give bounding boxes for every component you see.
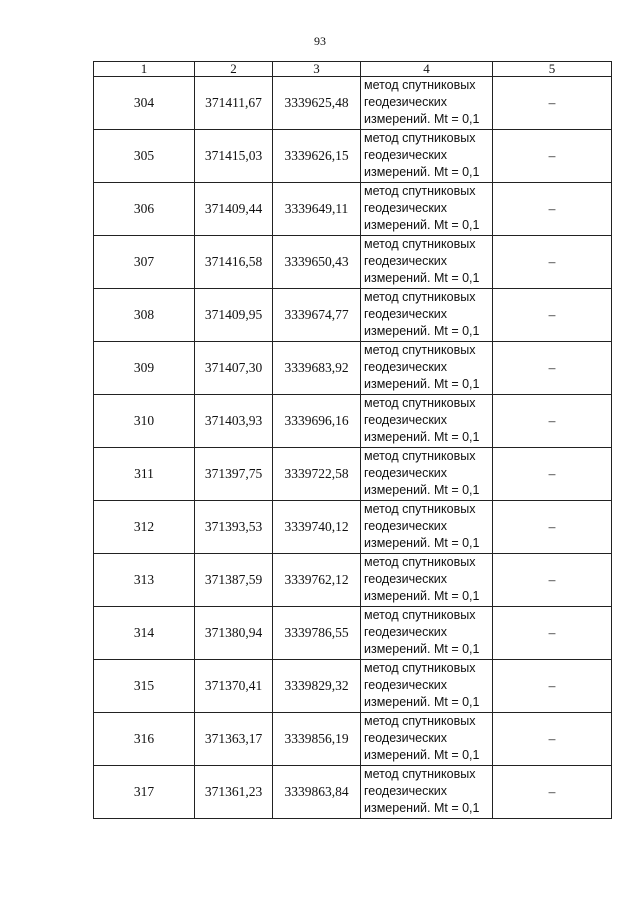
coordinate-x-cell: 371393,53 [195, 501, 273, 554]
point-number-cell: 307 [94, 236, 195, 289]
method-line: геодезических [364, 784, 448, 798]
coordinate-y-cell: 3339740,12 [273, 501, 361, 554]
coordinate-y-cell: 3339722,58 [273, 448, 361, 501]
point-number-cell: 314 [94, 607, 195, 660]
table-row [94, 713, 612, 766]
table-row [94, 130, 612, 183]
point-number-cell: 317 [94, 766, 195, 819]
note-cell: – [493, 713, 612, 766]
page-number: 93 [314, 34, 326, 48]
note-cell: – [493, 766, 612, 819]
coordinate-x-cell: 371361,23 [195, 766, 273, 819]
point-number-cell: 305 [94, 130, 195, 183]
method-line: геодезических [364, 307, 448, 321]
method-cell [361, 77, 493, 130]
method-line: метод спутниковых [364, 714, 476, 728]
coordinate-x-cell: 371416,58 [195, 236, 273, 289]
table-row [94, 289, 612, 342]
point-number-cell: 304 [94, 77, 195, 130]
method-cell [361, 554, 493, 607]
table-row [94, 660, 612, 713]
method-line: геодезических [364, 731, 448, 745]
note-cell: – [493, 77, 612, 130]
point-number-cell: 311 [94, 448, 195, 501]
coordinate-x-cell: 371403,93 [195, 395, 273, 448]
coordinate-x-cell: 371397,75 [195, 448, 273, 501]
note-cell: – [493, 183, 612, 236]
header-col-1: 1 [94, 62, 195, 77]
coordinate-y-cell: 3339696,16 [273, 395, 361, 448]
method-line: геодезических [364, 95, 448, 109]
point-number-cell: 308 [94, 289, 195, 342]
header-col-4: 4 [361, 62, 493, 77]
method-line: измерений. Mt = 0,1 [364, 695, 480, 709]
coordinate-x-cell: 371370,41 [195, 660, 273, 713]
table-row [94, 501, 612, 554]
coordinate-y-cell: 3339863,84 [273, 766, 361, 819]
note-cell: – [493, 554, 612, 607]
header-col-2: 2 [195, 62, 273, 77]
point-number-cell: 306 [94, 183, 195, 236]
point-number-cell: 316 [94, 713, 195, 766]
method-cell [361, 236, 493, 289]
coordinate-x-cell: 371387,59 [195, 554, 273, 607]
method-line: геодезических [364, 466, 448, 480]
method-line: метод спутниковых [364, 343, 476, 357]
point-number-cell: 309 [94, 342, 195, 395]
method-line: измерений. Mt = 0,1 [364, 801, 480, 815]
method-line: измерений. Mt = 0,1 [364, 536, 480, 550]
method-line: метод спутниковых [364, 449, 476, 463]
coordinates-table [93, 61, 612, 819]
note-cell: – [493, 448, 612, 501]
table-row [94, 448, 612, 501]
method-line: геодезических [364, 572, 448, 586]
coordinate-y-cell: 3339625,48 [273, 77, 361, 130]
table-row [94, 766, 612, 819]
method-line: измерений. Mt = 0,1 [364, 748, 480, 762]
note-cell: – [493, 395, 612, 448]
note-cell: – [493, 289, 612, 342]
method-cell [361, 289, 493, 342]
method-line: измерений. Mt = 0,1 [364, 165, 480, 179]
method-line: геодезических [364, 201, 448, 215]
point-number-cell: 310 [94, 395, 195, 448]
method-line: метод спутниковых [364, 396, 476, 410]
table-row [94, 607, 612, 660]
table-row [94, 554, 612, 607]
method-line: геодезических [364, 519, 448, 533]
method-line: геодезических [364, 148, 448, 162]
note-cell: – [493, 501, 612, 554]
method-line: геодезических [364, 254, 448, 268]
coordinate-y-cell: 3339856,19 [273, 713, 361, 766]
method-line: метод спутниковых [364, 767, 476, 781]
method-line: метод спутниковых [364, 184, 476, 198]
method-line: геодезических [364, 678, 448, 692]
table-row [94, 77, 612, 130]
table-row [94, 342, 612, 395]
coordinate-y-cell: 3339683,92 [273, 342, 361, 395]
coordinate-x-cell: 371409,44 [195, 183, 273, 236]
method-line: метод спутниковых [364, 131, 476, 145]
method-line: метод спутниковых [364, 555, 476, 569]
coordinate-x-cell: 371411,67 [195, 77, 273, 130]
method-line: измерений. Mt = 0,1 [364, 324, 480, 338]
method-line: геодезических [364, 360, 448, 374]
method-line: измерений. Mt = 0,1 [364, 483, 480, 497]
note-cell: – [493, 607, 612, 660]
method-cell [361, 395, 493, 448]
method-line: измерений. Mt = 0,1 [364, 112, 480, 126]
method-line: геодезических [364, 413, 448, 427]
header-col-5: 5 [493, 62, 612, 77]
table-row [94, 236, 612, 289]
note-cell: – [493, 660, 612, 713]
method-cell [361, 766, 493, 819]
coordinate-x-cell: 371415,03 [195, 130, 273, 183]
coordinate-y-cell: 3339674,77 [273, 289, 361, 342]
note-cell: – [493, 342, 612, 395]
coordinate-y-cell: 3339649,11 [273, 183, 361, 236]
method-line: измерений. Mt = 0,1 [364, 430, 480, 444]
method-cell [361, 342, 493, 395]
method-cell [361, 713, 493, 766]
coordinate-x-cell: 371380,94 [195, 607, 273, 660]
header-col-3: 3 [273, 62, 361, 77]
coordinate-y-cell: 3339762,12 [273, 554, 361, 607]
coordinate-y-cell: 3339650,43 [273, 236, 361, 289]
method-line: измерений. Mt = 0,1 [364, 589, 480, 603]
table-row [94, 395, 612, 448]
note-cell: – [493, 236, 612, 289]
coordinate-x-cell: 371407,30 [195, 342, 273, 395]
method-line: измерений. Mt = 0,1 [364, 271, 480, 285]
method-cell [361, 607, 493, 660]
method-line: геодезических [364, 625, 448, 639]
method-line: метод спутниковых [364, 608, 476, 622]
coordinate-y-cell: 3339786,55 [273, 607, 361, 660]
method-line: метод спутниковых [364, 502, 476, 516]
table-row [94, 183, 612, 236]
point-number-cell: 312 [94, 501, 195, 554]
method-cell [361, 130, 493, 183]
method-cell [361, 183, 493, 236]
table-body [94, 77, 612, 819]
method-line: метод спутниковых [364, 237, 476, 251]
coordinate-x-cell: 371409,95 [195, 289, 273, 342]
method-cell [361, 501, 493, 554]
method-cell [361, 448, 493, 501]
method-line: метод спутниковых [364, 290, 476, 304]
point-number-cell: 313 [94, 554, 195, 607]
method-line: метод спутниковых [364, 661, 476, 675]
method-line: измерений. Mt = 0,1 [364, 642, 480, 656]
table-header-row [94, 62, 612, 77]
point-number-cell: 315 [94, 660, 195, 713]
coordinate-y-cell: 3339829,32 [273, 660, 361, 713]
coordinate-y-cell: 3339626,15 [273, 130, 361, 183]
note-cell: – [493, 130, 612, 183]
method-line: измерений. Mt = 0,1 [364, 377, 480, 391]
method-line: измерений. Mt = 0,1 [364, 218, 480, 232]
coordinate-x-cell: 371363,17 [195, 713, 273, 766]
method-line: метод спутниковых [364, 78, 476, 92]
method-cell [361, 660, 493, 713]
